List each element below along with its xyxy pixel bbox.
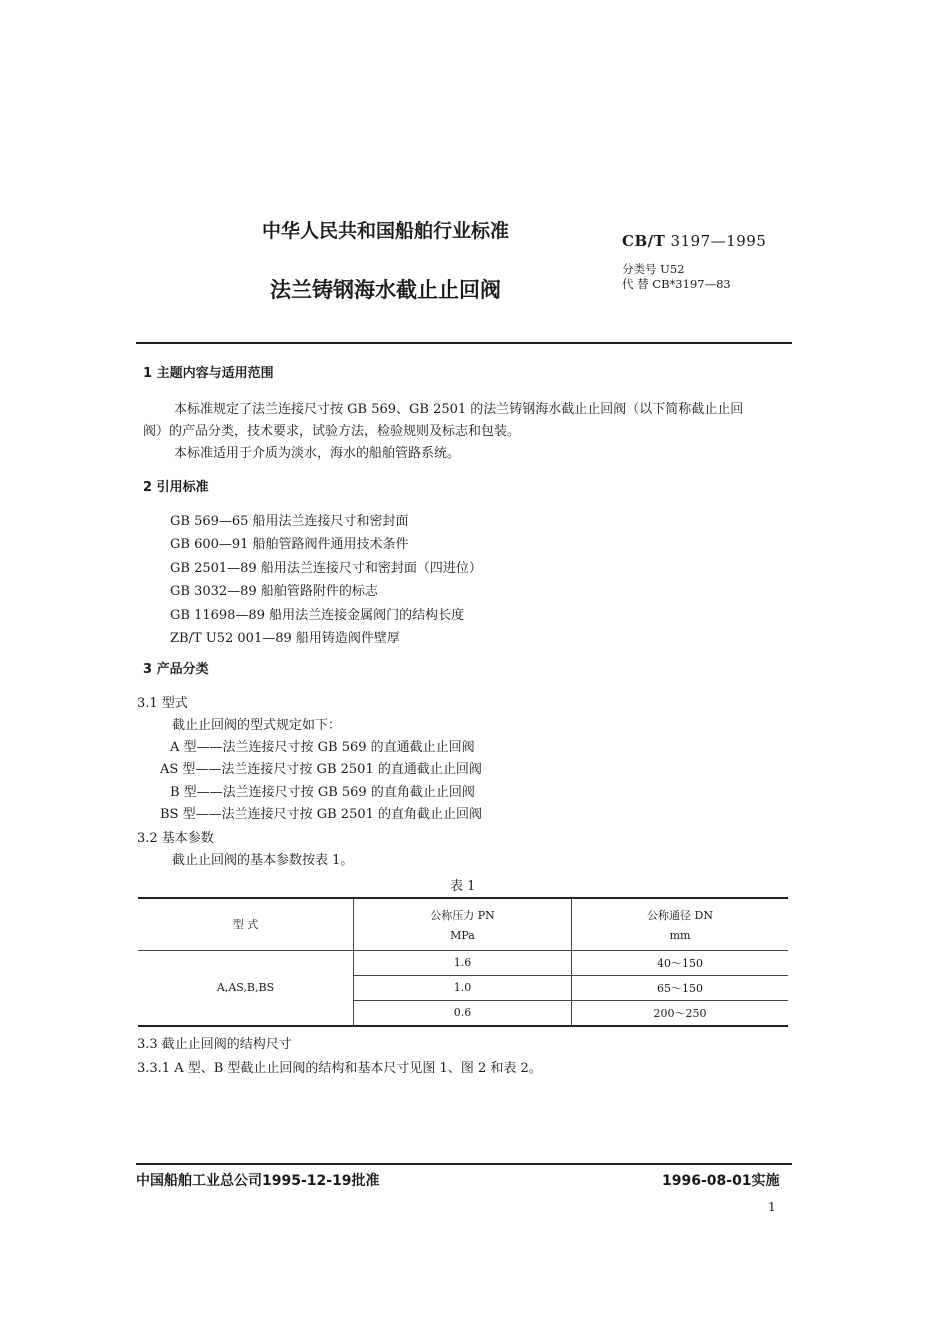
section-3-heading: 3 产品分类 — [143, 662, 209, 677]
table-cell-pn: 0.6 — [354, 1000, 572, 1026]
section-1-para2: 本标准适用于介质为淡水，海水的船舶管路系统。 — [174, 446, 461, 461]
reference-item: GB 569—65 船用法兰连接尺寸和密封面 — [170, 514, 409, 529]
section-3-1-intro: 截止止回阀的型式规定如下： — [172, 718, 342, 733]
table-header-pressure: 公称压力 PN MPa — [354, 898, 572, 950]
header-divider — [136, 342, 792, 344]
table-row — [138, 950, 788, 975]
valve-type-item: A 型——法兰连接尺寸按 GB 569 的直通截止止回阀 — [170, 740, 475, 755]
section-3-2-heading: 3.2 基本参数 — [137, 831, 214, 846]
section-1-heading: 1 主题内容与适用范围 — [143, 366, 274, 381]
table-cell-dn: 200～250 — [572, 1000, 789, 1026]
table-cell-dn: 65～150 — [572, 975, 789, 1000]
classification-block — [622, 262, 731, 292]
issuing-organization: 中华人民共和国船舶行业标准 — [262, 220, 510, 242]
section-1-para1-line2: 阀）的产品分类，技术要求，试验方法，检验规则及标志和包装。 — [143, 424, 521, 439]
approval-date: 中国船舶工业总公司1995-12-19批准 — [136, 1173, 380, 1189]
reference-item: GB 3032—89 船舶管路附件的标志 — [170, 584, 378, 600]
standard-code — [622, 232, 766, 250]
standard-code-prefix: CB/T — [622, 232, 666, 250]
section-2-heading: 2 引用标准 — [143, 480, 209, 495]
reference-item: GB 11698—89 船用法兰连接金属阀门的结构长度 — [170, 607, 465, 623]
section-3-3-1: 3.3.1 A 型、B 型截止止回阀的结构和基本尺寸见图 1、图 2 和表 2。 — [137, 1061, 542, 1076]
reference-item: ZB/T U52 001—89 船用铸造阀件壁厚 — [170, 631, 400, 647]
footer-divider — [136, 1163, 792, 1165]
valve-type-list — [160, 737, 482, 826]
table-cell-pn: 1.0 — [354, 975, 572, 1000]
reference-item: GB 2501—89 船用法兰连接尺寸和密封面（四进位） — [170, 560, 482, 576]
standard-code-number: 3197—1995 — [670, 232, 767, 250]
table-cell-type: A,AS,B,BS — [138, 950, 354, 1026]
section-3-1-heading: 3.1 型式 — [137, 696, 188, 711]
table-cell-pn: 1.6 — [354, 950, 572, 975]
table-header-diameter: 公称通径 DN mm — [572, 898, 789, 950]
page-number: 1 — [768, 1200, 776, 1214]
valve-type-item: B 型——法兰连接尺寸按 GB 569 的直角截止止回阀 — [170, 784, 475, 800]
section-3-2-intro: 截止止回阀的基本参数按表 1。 — [172, 853, 354, 868]
replaces-standard: 代 替 CB*3197—83 — [622, 277, 731, 291]
valve-type-item: AS 型——法兰连接尺寸按 GB 2501 的直通截止止回阀 — [160, 762, 482, 778]
table-header-type: 型 式 — [138, 898, 354, 950]
valve-type-item: BS 型——法兰连接尺寸按 GB 2501 的直角截止止回阀 — [160, 806, 483, 822]
reference-item: GB 600—91 船舶管路阀件通用技术条件 — [170, 537, 409, 553]
effective-date: 1996-08-01实施 — [662, 1173, 780, 1189]
classification-number: 分类号 U52 — [622, 262, 685, 276]
section-3-3-heading: 3.3 截止止回阀的结构尺寸 — [137, 1037, 292, 1052]
parameters-table — [138, 897, 788, 1027]
section-1-para1-line1: 本标准规定了法兰连接尺寸按 GB 569、GB 2501 的法兰铸钢海水截止止回阀（以下简称截止止回 — [174, 402, 744, 417]
table-cell-dn: 40～150 — [572, 950, 789, 975]
table-caption: 表 1 — [450, 879, 476, 894]
document-title: 法兰铸钢海水截止止回阀 — [270, 278, 501, 302]
reference-list — [170, 510, 482, 650]
